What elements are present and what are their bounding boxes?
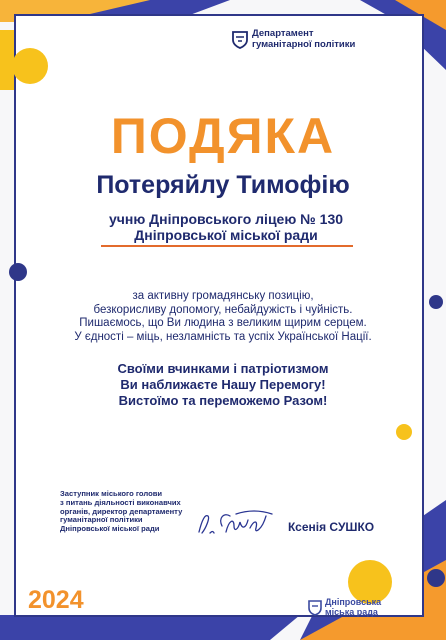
slogan-line: Ви наближаєте Нашу Перемогу!: [120, 377, 326, 392]
signer-position-line: Заступник міського голови: [60, 489, 163, 498]
city-emblem-icon: [308, 599, 322, 616]
recipient-name: Потеряйлу Тимофію: [96, 171, 350, 199]
city-council-logo: [308, 597, 381, 617]
navy-circle-left: [9, 263, 27, 281]
city-council-line2: міська рада: [325, 607, 378, 617]
shield-emblem-icon: [232, 30, 248, 49]
slogan-line: Вистоїмо та переможемо Разом!: [118, 393, 328, 408]
handwritten-signature: [196, 506, 276, 540]
department-logo: [232, 28, 355, 50]
signer-position: [60, 490, 182, 534]
certificate-title: ПОДЯКА: [110, 108, 336, 164]
navy-circle-bottom-right: [427, 569, 445, 587]
department-name-line2: гуманітарної політики: [252, 39, 356, 50]
signer-position-line: з питань діяльності виконавчих: [60, 497, 181, 507]
signer-position-line: гуманітарної політики: [60, 515, 143, 525]
rank-line-2: Дніпровської міської ради: [134, 227, 318, 243]
rank-line-1: учню Дніпровського ліцею № 130: [108, 211, 344, 227]
department-name-line1: Департамент: [252, 28, 314, 39]
patriotic-slogan: [0, 361, 446, 409]
yellow-circle-right: [396, 424, 412, 440]
gratitude-body: [0, 290, 446, 344]
recipient-rank: [95, 211, 357, 243]
body-line: Пишаємось, що Ви людина з великим щирим серцем.: [79, 317, 367, 329]
certificate-year: 2024: [28, 586, 84, 614]
slogan-line: Своїми вчинками і патріотизмом: [117, 361, 329, 376]
body-line: за активну громадянську позицію,: [132, 290, 314, 302]
body-line: У єдності – міць, незламність та успіх Української Нації.: [74, 330, 372, 343]
yellow-circle-top-left: [12, 48, 48, 84]
signer-name: Ксенія СУШКО: [288, 520, 375, 534]
signer-position-line: Дніпровської міської ради: [60, 524, 160, 534]
city-council-line1: Дніпровська: [325, 597, 382, 607]
signer-position-line: органів, директор департаменту: [60, 506, 183, 516]
orange-divider: [101, 245, 353, 247]
body-line: безкорисливу допомогу, небайдужість і чуйність.: [93, 303, 353, 316]
